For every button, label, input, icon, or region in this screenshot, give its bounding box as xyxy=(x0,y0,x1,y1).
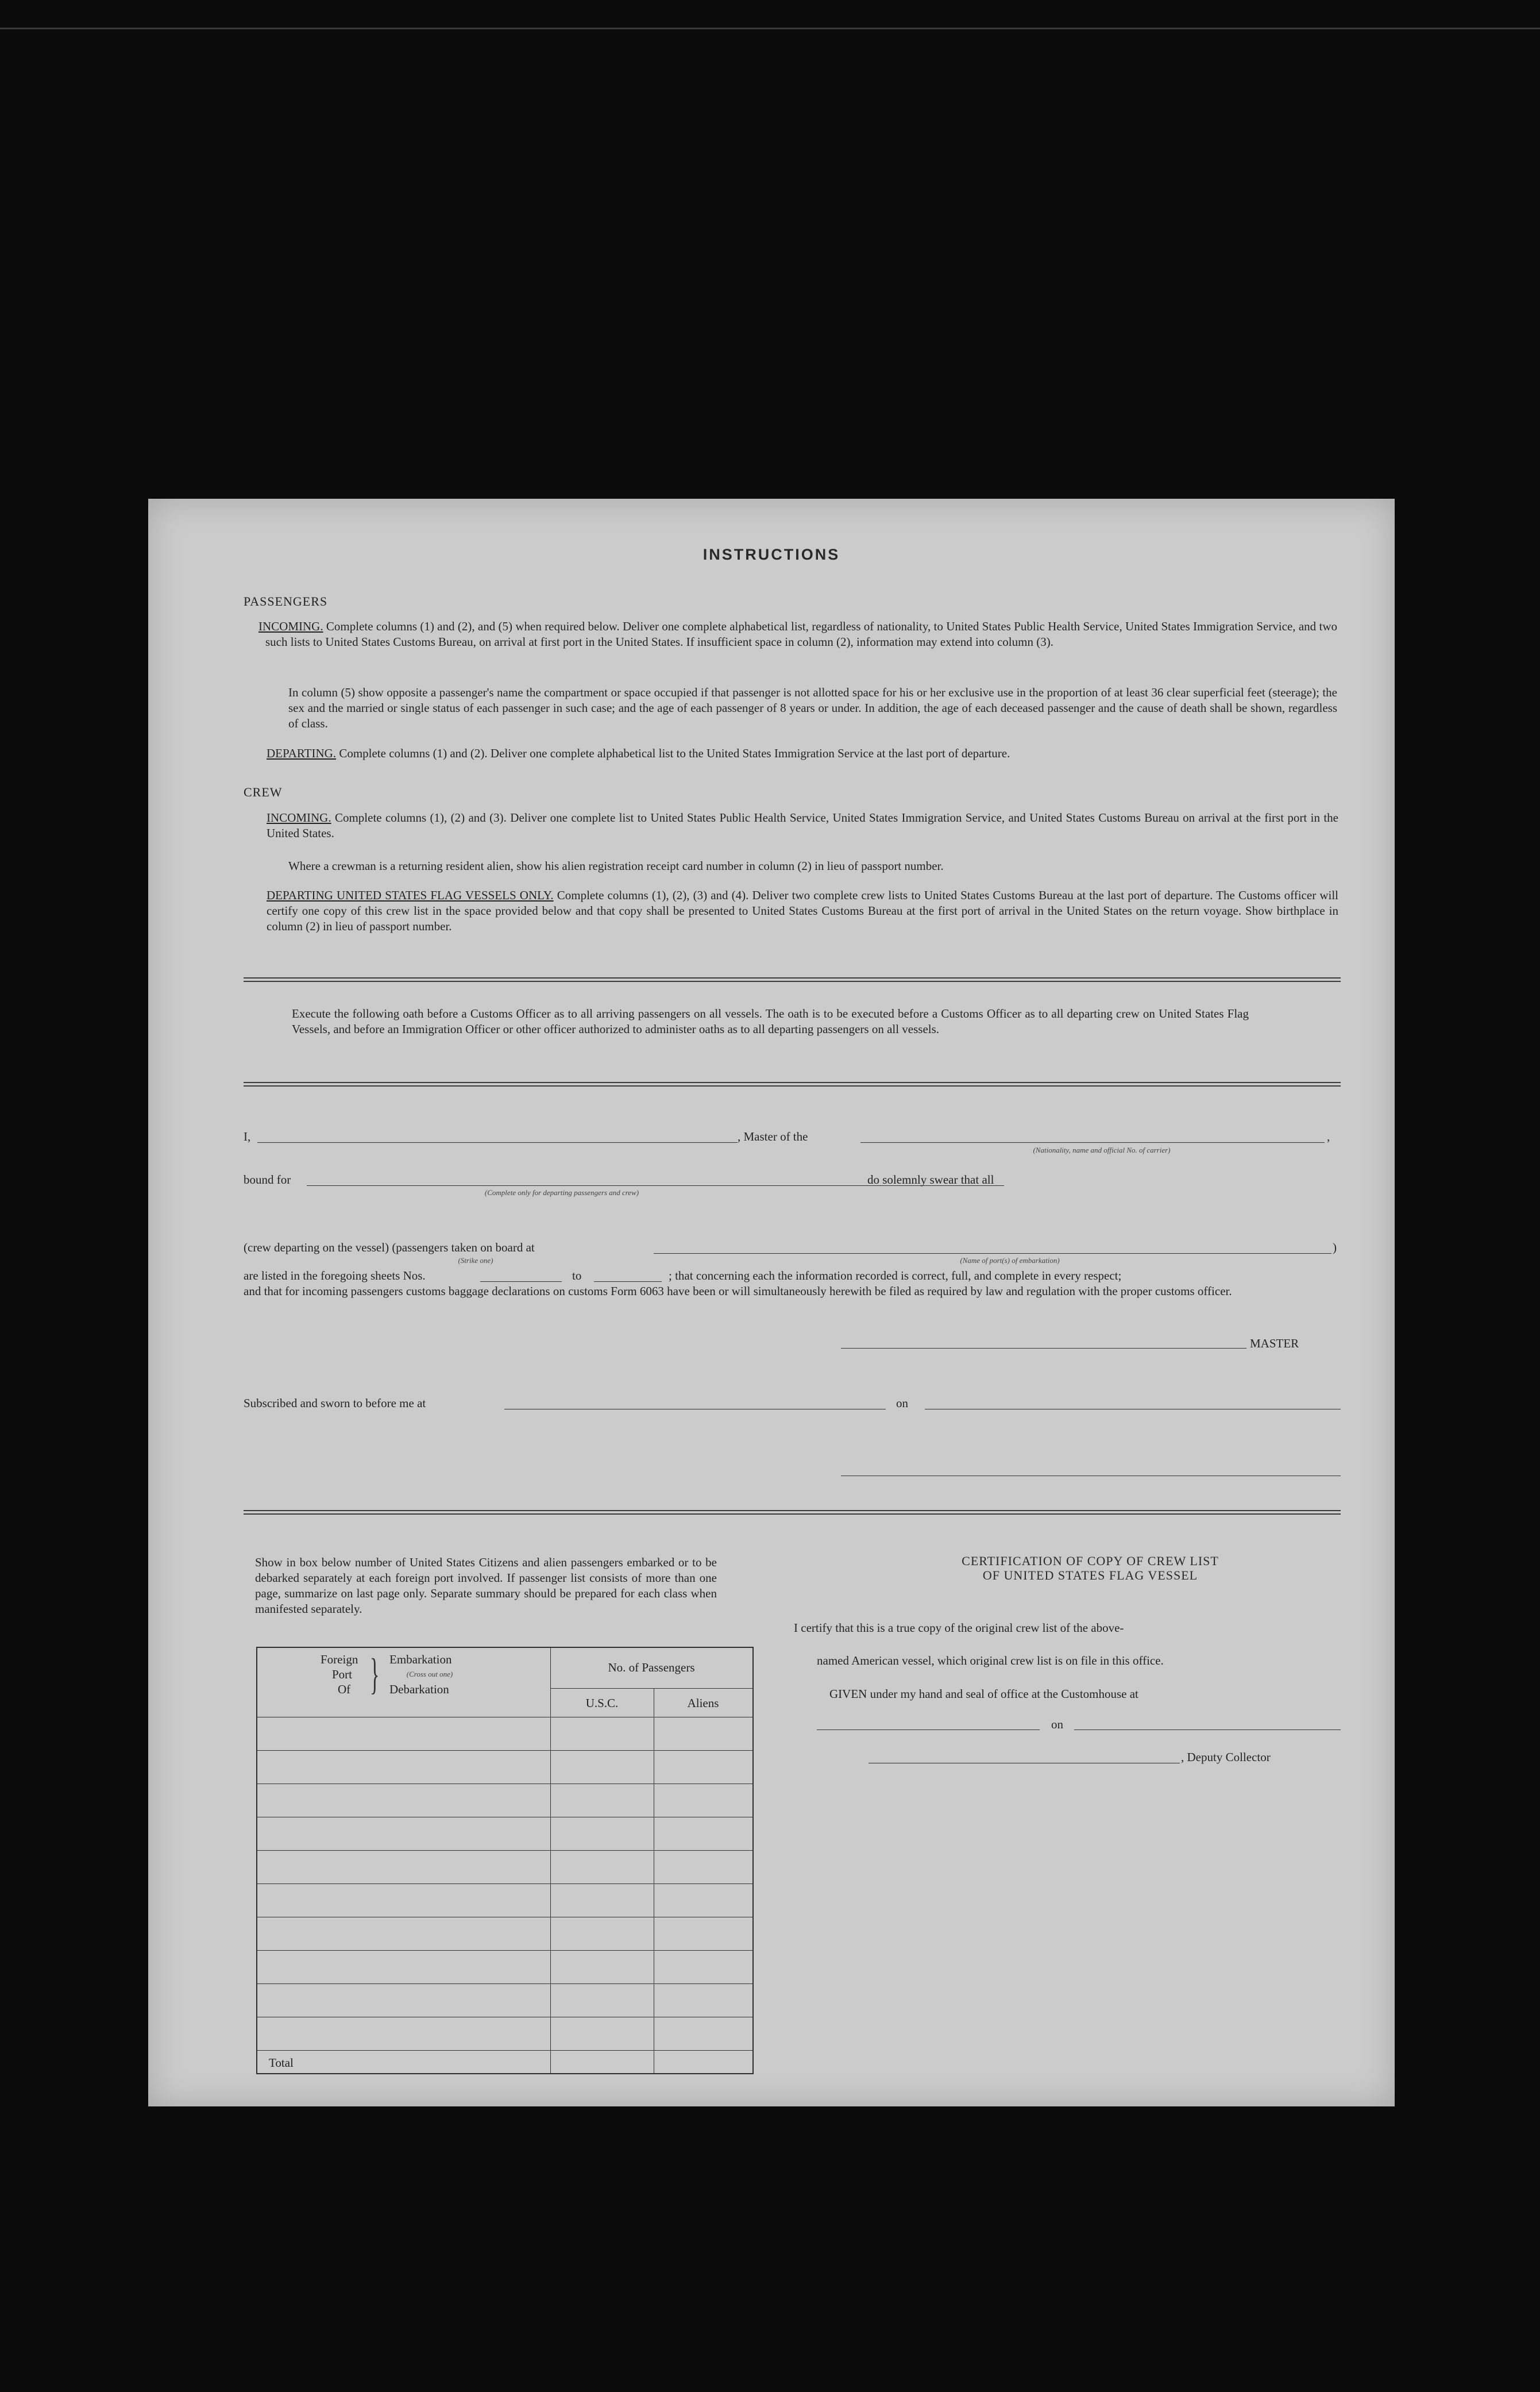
strike-one-note: (Strike one) xyxy=(458,1256,493,1265)
crew-resident: Where a crewman is a returning resident alien, show his alien registration receipt card number in column (2) in lieu of passport number. xyxy=(288,859,944,873)
col-embarkation: Embarkation xyxy=(389,1653,452,1666)
passengers-column5: In column (5) show opposite a passenger's name the compartment or space occupied if that passenger is not allotted space for his or her exclusive use in the proportion of at least 36 clear superficial feet (steerage); the sex and the married or single status of each passenger in such case; and the age of each passenger of 8 years or under. In addition, the age of each deceased passenger and the cause of death shall be shown, regardless of class. xyxy=(288,685,1337,730)
master-name-field[interactable] xyxy=(257,1142,738,1143)
certification-on-label: on xyxy=(1051,1717,1063,1731)
table-header-divider xyxy=(550,1688,752,1689)
oath-instruction: Execute the following oath before a Customs Officer as to all arriving passengers on all vessels. The oath is to be executed before a Customs Officer as to all departing crew on United States Flag Vessels, and before an Immigration Officer or other officer authorized to administer oaths as to all departing passengers on all vessels. xyxy=(292,1007,1249,1036)
oath-listed-1: are listed in the foregoing sheets Nos. xyxy=(244,1269,426,1282)
oath-swear: do solemnly swear that all xyxy=(867,1173,994,1187)
oath-master-of: , Master of the xyxy=(738,1130,808,1143)
crew-flag xyxy=(267,888,1338,934)
ports-field[interactable] xyxy=(654,1253,1331,1254)
passengers-heading: PASSENGERS xyxy=(244,594,328,608)
subscribed-label: Subscribed and sworn to before me at xyxy=(244,1396,426,1410)
crew-incoming-label: INCOMING. xyxy=(267,811,331,825)
col-no-passengers: No. of Passengers xyxy=(608,1661,695,1674)
nationality-note: (Nationality, name and official No. of carrier) xyxy=(1033,1146,1171,1154)
summary-instruction: Show in box below number of United States Citizens and alien passengers embarked or to be debarked separately at each foreign port involved. If passenger list consists of more than one page, summarize on last page only. Separate summary should be prepared for each class when manifested separately. xyxy=(255,1555,717,1616)
table-row-divider xyxy=(257,1983,752,1984)
certification-title-line2: OF UNITED STATES FLAG VESSEL xyxy=(982,1568,1198,1582)
table-row-divider xyxy=(257,2050,752,2051)
divider-rule xyxy=(244,1510,1341,1515)
crew-flag-label: DEPARTING UNITED STATES FLAG VESSELS ONLY. xyxy=(267,888,554,902)
col-of: Of xyxy=(338,1682,351,1696)
scan-edge-line xyxy=(0,28,1540,29)
oath-crew-departing: (crew departing on the vessel) (passengers taken on board at xyxy=(244,1241,535,1254)
table-col-divider xyxy=(550,1648,551,2073)
oath-comma: , xyxy=(1327,1130,1330,1143)
oath-listed-3: and that for incoming passengers customs baggage declarations on customs Form 6063 have been or will simultaneously herewith be filed as required by law and regulation with the proper customs officer. xyxy=(244,1284,1232,1298)
complete-only-note: (Complete only for departing passengers and crew) xyxy=(484,1188,639,1197)
table-row-divider xyxy=(257,1950,752,1951)
oath-bound-for: bound for xyxy=(244,1173,291,1187)
passengers-departing-label: DEPARTING. xyxy=(267,746,337,760)
crew-incoming-text: Complete columns (1), (2) and (3). Deliver one complete list to United States Public Health Service, United States Immigration Service, and United States Customs Bureau on arrival at the first port in the United States. xyxy=(267,811,1338,840)
certify-line2: named American vessel, which original crew list is on file in this office. xyxy=(817,1654,1164,1667)
passengers-incoming-label: INCOMING. xyxy=(258,619,323,633)
ports-note: (Name of port(s) of embarkation) xyxy=(960,1256,1060,1265)
passengers-incoming xyxy=(258,619,1337,650)
passenger-summary-table xyxy=(256,1647,754,2074)
crew-incoming xyxy=(267,810,1338,841)
sheet-from-field[interactable] xyxy=(480,1281,562,1282)
given-line: GIVEN under my hand and seal of office at the Customhouse at xyxy=(829,1687,1138,1701)
master-signature-field[interactable] xyxy=(841,1348,1246,1349)
col-usc: U.S.C. xyxy=(585,1696,619,1710)
passengers-departing-text: Complete columns (1) and (2). Deliver one complete alphabetical list to the United States Immigration Service at the last port of departure. xyxy=(339,746,1010,760)
master-label: MASTER xyxy=(1250,1336,1299,1350)
certify-line1: I certify that this is a true copy of the original crew list of the above- xyxy=(794,1621,1124,1635)
col-cross: (Cross out one) xyxy=(406,1670,453,1678)
table-row-divider xyxy=(257,1883,752,1884)
brace-glyph: } xyxy=(370,1650,380,1698)
passengers-incoming-text: Complete columns (1) and (2), and (5) when required below. Deliver one complete alphabetical list, regardless of nationality, to United States Public Health Service, United States Immigration Service, and two such lists to United States Customs Bureau, on arrival at first port in the United States. If insufficient space in column (2), information may extend into column (3). xyxy=(265,619,1337,649)
sworn-on-label: on xyxy=(896,1396,908,1410)
certification-title-line1: CERTIFICATION OF COPY OF CREW LIST xyxy=(962,1554,1219,1568)
carrier-field[interactable] xyxy=(860,1142,1325,1143)
form-page xyxy=(148,499,1395,2106)
page-title: INSTRUCTIONS xyxy=(703,546,840,563)
total-label: Total xyxy=(269,2056,294,2070)
oath-listed-2: ; that concerning each the information recorded is correct, full, and complete in every respect; xyxy=(669,1269,1122,1282)
col-debarkation: Debarkation xyxy=(389,1682,449,1696)
sheet-to-field[interactable] xyxy=(594,1281,662,1282)
deputy-collector-label: , Deputy Collector xyxy=(1181,1750,1271,1764)
oath-i-label: I, xyxy=(244,1130,251,1143)
divider-rule xyxy=(244,977,1341,982)
crew-flag-text: Complete columns (1), (2), (3) and (4). Deliver two complete crew lists to United States Customs Bureau at the last port of departure. The Customs officer will certify one copy of this crew list in the space provided below and that copy shall be presented to United States Customs Bureau at the first port of arrival in the United States on the return voyage. Show birthplace in column (2) in lieu of passport number. xyxy=(267,888,1339,933)
col-foreign: Foreign xyxy=(321,1653,358,1666)
table-row-divider xyxy=(257,1850,752,1851)
col-port: Port xyxy=(332,1667,353,1681)
passengers-departing xyxy=(267,746,1338,761)
table-row-divider xyxy=(257,1750,752,1751)
oath-to: to xyxy=(572,1269,582,1282)
crew-heading: CREW xyxy=(244,785,283,799)
oath-close-paren: ) xyxy=(1333,1241,1337,1254)
divider-rule xyxy=(244,1082,1341,1087)
col-aliens: Aliens xyxy=(687,1696,719,1710)
